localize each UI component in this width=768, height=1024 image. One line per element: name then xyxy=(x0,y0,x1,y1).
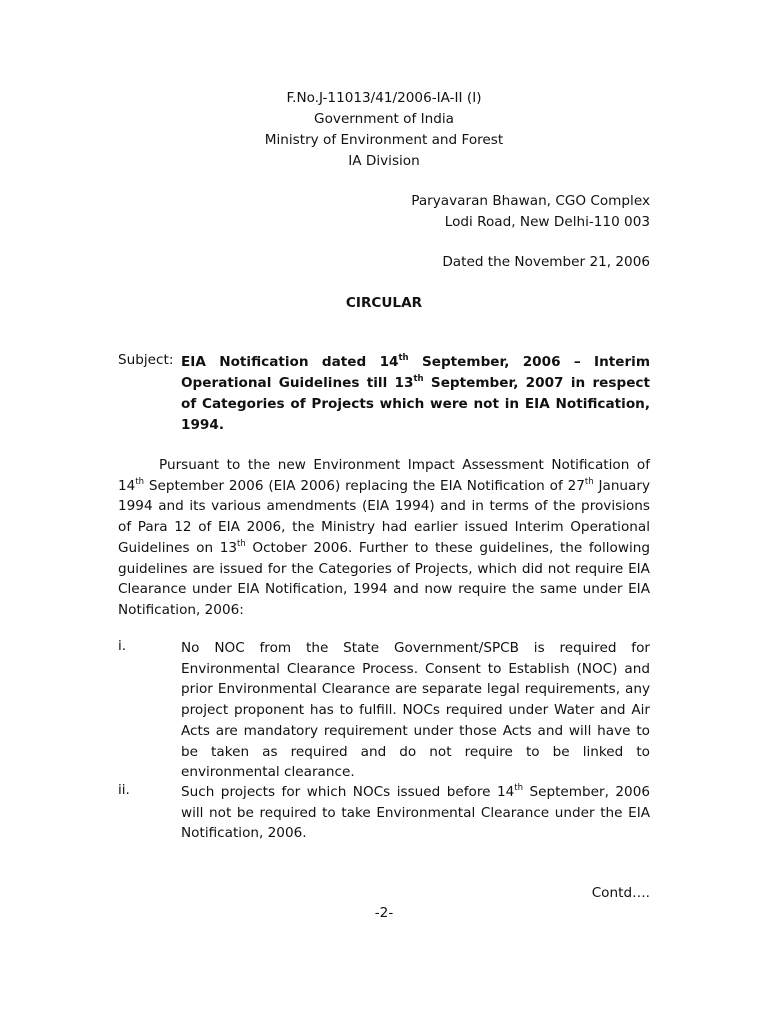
continued-label: Contd…. xyxy=(591,885,650,901)
document-date: Dated the November 21, 2006 xyxy=(442,254,650,270)
page-number: -2- xyxy=(374,905,394,921)
circular-title: CIRCULAR xyxy=(345,295,423,311)
list-item-number: ii. xyxy=(118,782,130,798)
subject-label: Subject: xyxy=(118,352,174,368)
file-number: F.No.J-11013/41/2006-IA-II (I) xyxy=(286,90,482,106)
list-item-text: Such projects for which NOCs issued before 14th September, 2006 will not be required to take Environmental Clearance under the EIA Notification, 2006. xyxy=(181,783,651,842)
government-name: Government of India xyxy=(314,111,454,127)
ministry-name: Ministry of Environment and Forest xyxy=(264,132,504,148)
body-paragraph: Pursuant to the new Environment Impact Assessment Notification of 14th September 2006 (EIA 2006) replacing the EIA Notification of 27th January 1994 and its various amendments (EIA 1994) and in terms of the provisions of Para 12 of EIA 2006, the Ministry had earlier issued Interim Operational Guidelines on 13th October 2006. Further to these guidelines, the following guidelines are issued for the Categories of Projects, which did not require EIA Clearance under EIA Notification, 1994 and now require the same under EIA Notification, 2006: xyxy=(118,457,651,618)
address-line-1: Paryavaran Bhawan, CGO Complex xyxy=(411,193,650,209)
list-item-text: No NOC from the State Government/SPCB is required for Environmental Clearance Process. Consent to Establish (NOC) and prior Environmental Clearance are separate legal requirements, any project proponent has to fulfill. NOCs required under Water and Air Acts are mandatory requirement under those Acts and will have to be taken as required and do not require to be linked to environmental clearance. xyxy=(181,640,650,781)
subject-text: EIA Notification dated 14th September, 2006 – Interim Operational Guidelines till 13th September, 2007 in respect of Categories of Projects which were not in EIA Notification, 1994. xyxy=(181,353,650,433)
address-line-2: Lodi Road, New Delhi-110 003 xyxy=(444,214,650,230)
division-name: IA Division xyxy=(348,153,420,169)
list-item-number: i. xyxy=(118,638,127,654)
